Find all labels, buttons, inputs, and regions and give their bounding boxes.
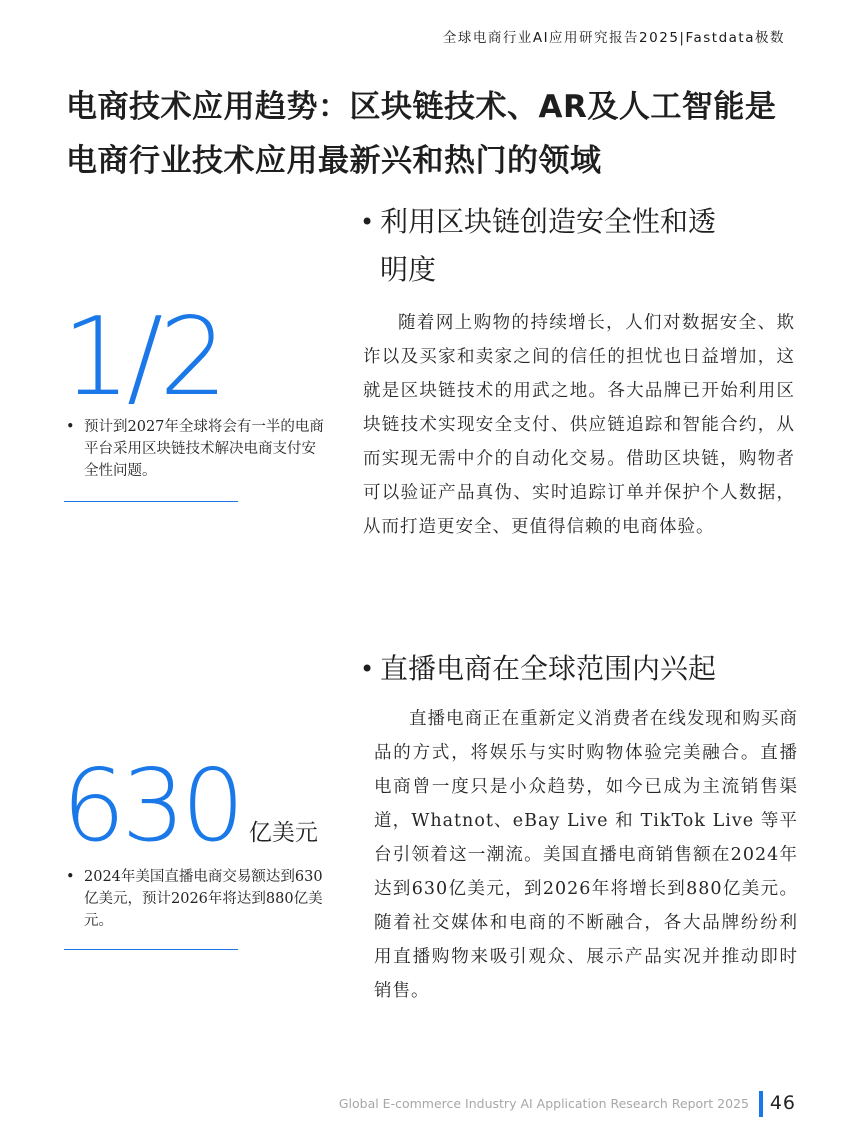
footer-accent-bar: [759, 1091, 763, 1117]
stat-note-text: 预计到2027年全球将会有一半的电商平台采用区块链技术解决电商支付安全性问题。: [84, 419, 324, 479]
running-header: 全球电商行业AI应用研究报告2025|Fastdata极数: [442, 30, 785, 46]
section-heading-line-1: 直播电商在全球范围内兴起: [380, 652, 717, 685]
section-heading-line-1: 利用区块链创造安全性和透: [380, 205, 717, 238]
stat-divider: [64, 501, 238, 502]
page-title-line-1: 电商技术应用趋势：区块链技术、AR及人工智能是: [66, 89, 777, 125]
section-heading-live-commerce: [360, 645, 800, 693]
stat-value-live-commerce: [62, 747, 318, 864]
stat-divider: [64, 949, 238, 950]
section-body-live-commerce: 直播电商正在重新定义消费者在线发现和购买商品的方式，将娱乐与实时购物体验完美融合。直播电商曾一度只是小众趋势，如今已成为主流销售渠道，Whatnot、eBay Live 和 TikTok Live 等平台引领着这一潮流。美国直播电商销售额在2024年达到630亿美元，到2026年将增长到880亿美元。随着社交媒体和电商的不断融合，各大品牌纷纷利用直播购物来吸引观众、展示产品实况并推动即时销售。: [374, 709, 798, 1001]
heading-bullet: •: [360, 655, 375, 683]
section-body-blockchain: 随着网上购物的持续增长，人们对数据安全、欺诈以及买家和卖家之间的信任的担忧也日益增加，这就是区块链技术的用武之地。各大品牌已开始利用区块链技术实现安全支付、供应链追踪和智能合约，从而实现无需中介的自动化交易。借助区块链，购物者可以验证产品真伪、实时追踪订单并保护个人数据，从而打造更安全、更值得信赖的电商体验。: [363, 313, 795, 537]
stat-value-blockchain: [62, 295, 224, 420]
section-heading-blockchain: [360, 198, 800, 294]
stat-note-live-commerce: [66, 866, 328, 932]
section-heading-line-2: 明度: [380, 253, 437, 286]
note-bullet: •: [66, 869, 75, 885]
page-title: [66, 80, 806, 188]
heading-bullet: •: [360, 208, 375, 236]
stat-unit: 亿美元: [248, 820, 318, 846]
stat-number: 630: [62, 747, 241, 864]
stat-note-blockchain: [66, 416, 328, 482]
footer-report-name: Global E-commerce Industry AI Application Research Report 2025: [338, 1096, 749, 1111]
stat-note-text: 2024年美国直播电商交易额达到630亿美元，预计2026年将达到880亿美元。: [84, 869, 323, 929]
note-bullet: •: [66, 419, 75, 435]
page-title-line-2: 电商行业技术应用最新兴和热门的领域: [66, 143, 602, 179]
page-number: 46: [769, 1092, 796, 1114]
stat-number: 1/2: [62, 295, 224, 420]
